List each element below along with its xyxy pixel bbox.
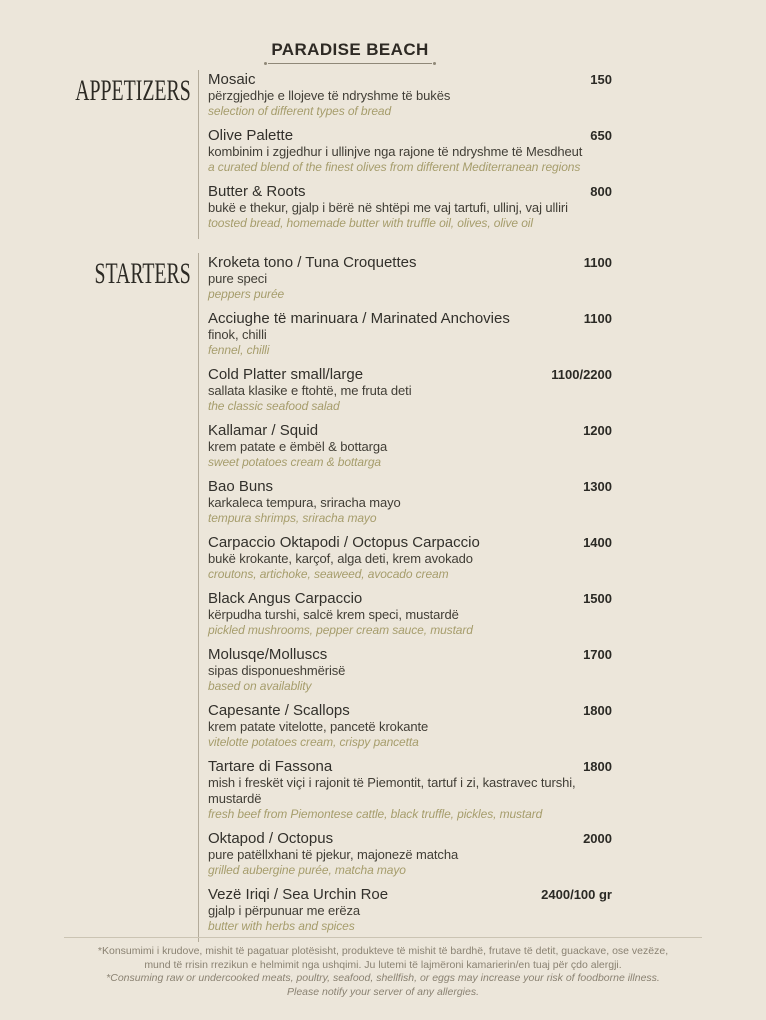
item-name: Butter & Roots — [208, 183, 306, 200]
item-desc-albanian: kombinim i zgjedhur i ullinjve nga rajone të ndryshme të Mesdheut — [208, 144, 583, 159]
menu-item — [208, 886, 612, 934]
menu-section-appetizers — [0, 70, 612, 239]
item-desc-albanian: pure patëllxhani të pjekur, majonezë matcha — [208, 847, 459, 862]
item-desc-albanian: kërpudha turshi, salcë krem speci, mustardë — [208, 607, 459, 622]
item-desc-albanian: pure speci — [208, 271, 267, 286]
item-name: Kroketa tono / Tuna Croquettes — [208, 254, 417, 271]
item-row — [208, 422, 612, 439]
item-name: Carpaccio Oktapodi / Octopus Carpaccio — [208, 534, 480, 551]
section-items — [198, 70, 612, 239]
menu-item — [208, 534, 612, 582]
item-row — [208, 590, 612, 607]
menu-item — [208, 183, 612, 231]
menu-item — [208, 590, 612, 638]
disclaimer-albanian-line2: mund të rrisin rrezikun e helmimit nga ushqimi. Ju lutemi të lajmëroni kamarierin/en tuaj për çdo alergji. — [144, 958, 622, 971]
item-price: 1100/2200 — [551, 367, 612, 382]
item-name: Bao Buns — [208, 478, 274, 495]
item-desc-english: croutons, artichoke, seaweed, avocado cream — [208, 567, 449, 581]
item-name: Black Angus Carpaccio — [208, 590, 363, 607]
section-label: APPETIZERS — [75, 74, 191, 107]
item-desc-albanian: finok, chilli — [208, 327, 267, 342]
item-desc-english: fresh beef from Piemontese cattle, black truffle, pickles, mustard — [208, 807, 543, 821]
item-desc-english: based on availablity — [208, 679, 312, 693]
item-price: 1300 — [583, 479, 612, 494]
item-price: 1800 — [583, 759, 612, 774]
item-name: Vezë Iriqi / Sea Urchin Roe — [208, 886, 389, 903]
item-price: 1100 — [583, 311, 612, 326]
menu-item — [208, 127, 612, 175]
item-desc-albanian: sallata klasike e ftohtë, me fruta deti — [208, 383, 412, 398]
item-desc-albanian: sipas disponueshmërisë — [208, 663, 346, 678]
menu-item — [208, 830, 612, 878]
item-name: Capesante / Scallops — [208, 702, 350, 719]
item-desc-english: toosted bread, homemade butter with truffle oil, olives, olive oil — [208, 216, 533, 230]
item-desc-english: the classic seafood salad — [208, 399, 340, 413]
item-price: 150 — [590, 72, 612, 87]
item-name: Olive Palette — [208, 127, 294, 144]
item-row — [208, 534, 612, 551]
disclaimer-albanian — [0, 945, 766, 972]
item-price: 1800 — [583, 703, 612, 718]
item-row — [208, 366, 612, 383]
menu-item — [208, 758, 612, 822]
menu-item — [208, 71, 612, 119]
section-items — [198, 253, 612, 942]
item-row — [208, 758, 612, 775]
item-price: 1400 — [583, 535, 612, 550]
item-desc-english: peppers purée — [208, 287, 285, 301]
item-row — [208, 71, 612, 88]
menu-item — [208, 646, 612, 694]
item-desc-albanian: gjalp i përpunuar me erëza — [208, 903, 361, 918]
item-row — [208, 702, 612, 719]
item-row — [208, 830, 612, 847]
item-price: 1500 — [583, 591, 612, 606]
menu-item — [208, 422, 612, 470]
menu-item — [208, 366, 612, 414]
item-price: 2000 — [583, 831, 612, 846]
item-row — [208, 646, 612, 663]
item-desc-albanian: përzgjedhje e llojeve të ndryshme të bukës — [208, 88, 451, 103]
item-desc-english: a curated blend of the finest olives from different Mediterranean regions — [208, 160, 581, 174]
item-price: 2400/100 gr — [541, 887, 612, 902]
item-row — [208, 886, 612, 903]
item-desc-english: sweet potatoes cream & bottarga — [208, 455, 381, 469]
menu-item — [208, 310, 612, 358]
item-desc-english: vitelotte potatoes cream, crispy pancetta — [208, 735, 419, 749]
footer-disclaimer — [0, 937, 766, 999]
item-desc-albanian: krem patate vitelotte, pancetë krokante — [208, 719, 429, 734]
menu-item — [208, 478, 612, 526]
item-price: 650 — [590, 128, 612, 143]
item-row — [208, 183, 612, 200]
item-desc-albanian: krem patate e ëmbël & bottarga — [208, 439, 388, 454]
item-desc-albanian: bukë e thekur, gjalp i bërë në shtëpi me vaj tartufi, ullinj, vaj ulliri — [208, 200, 568, 215]
menu-header — [0, 0, 700, 64]
disclaimer-english-line2: Please notify your server of any allergies. — [286, 985, 479, 998]
item-name: Oktapod / Octopus — [208, 830, 334, 847]
menu-item — [208, 254, 612, 302]
disclaimer-english-line1: *Consuming raw or undercooked meats, poultry, seafood, shellfish, or eggs may increase your risk of foodborne illness. — [106, 972, 660, 984]
item-row — [208, 254, 612, 271]
item-desc-english: selection of different types of bread — [208, 104, 392, 118]
page-title: PARADISE BEACH — [271, 40, 429, 59]
item-desc-english: tempura shrimps, sriracha mayo — [208, 511, 377, 525]
item-price: 800 — [590, 184, 612, 199]
menu-sections — [0, 70, 612, 942]
item-price: 1200 — [583, 423, 612, 438]
item-name: Molusqe/Molluscs — [208, 646, 328, 663]
disclaimer-english — [0, 972, 766, 999]
item-desc-albanian: mish i freskët viçi i rajonit të Piemontit, tartuf i zi, kastravec turshi, mustardë — [208, 775, 576, 806]
item-desc-english: fennel, chilli — [208, 343, 270, 357]
item-name: Kallamar / Squid — [208, 422, 319, 439]
disclaimer-albanian-line1: *Konsumimi i krudove, mishit të pagatuar plotësisht, produkteve të mishit të bardhë, frutave të detit, guackave, ose vezëze, — [97, 945, 669, 957]
item-desc-english: butter with herbs and spices — [208, 919, 355, 933]
item-row — [208, 478, 612, 495]
menu-item — [208, 702, 612, 750]
item-name: Cold Platter small/large — [208, 366, 364, 383]
item-row — [208, 310, 612, 327]
item-row — [208, 127, 612, 144]
item-desc-albanian: bukë krokante, karçof, alga deti, krem avokado — [208, 551, 473, 566]
section-label: STARTERS — [94, 257, 191, 290]
item-name: Mosaic — [208, 71, 256, 88]
item-desc-english: grilled aubergine purée, matcha mayo — [208, 863, 406, 877]
item-name: Acciughe të marinuara / Marinated Anchovies — [208, 310, 510, 327]
item-name: Tartare di Fassona — [208, 758, 333, 775]
item-price: 1100 — [583, 255, 612, 270]
footer-divider — [64, 937, 702, 938]
menu-section-starters — [0, 253, 612, 942]
item-desc-albanian: karkaleca tempura, sriracha mayo — [208, 495, 401, 510]
item-desc-english: pickled mushrooms, pepper cream sauce, mustard — [208, 623, 473, 637]
item-price: 1700 — [583, 647, 612, 662]
title-underline — [268, 63, 432, 64]
